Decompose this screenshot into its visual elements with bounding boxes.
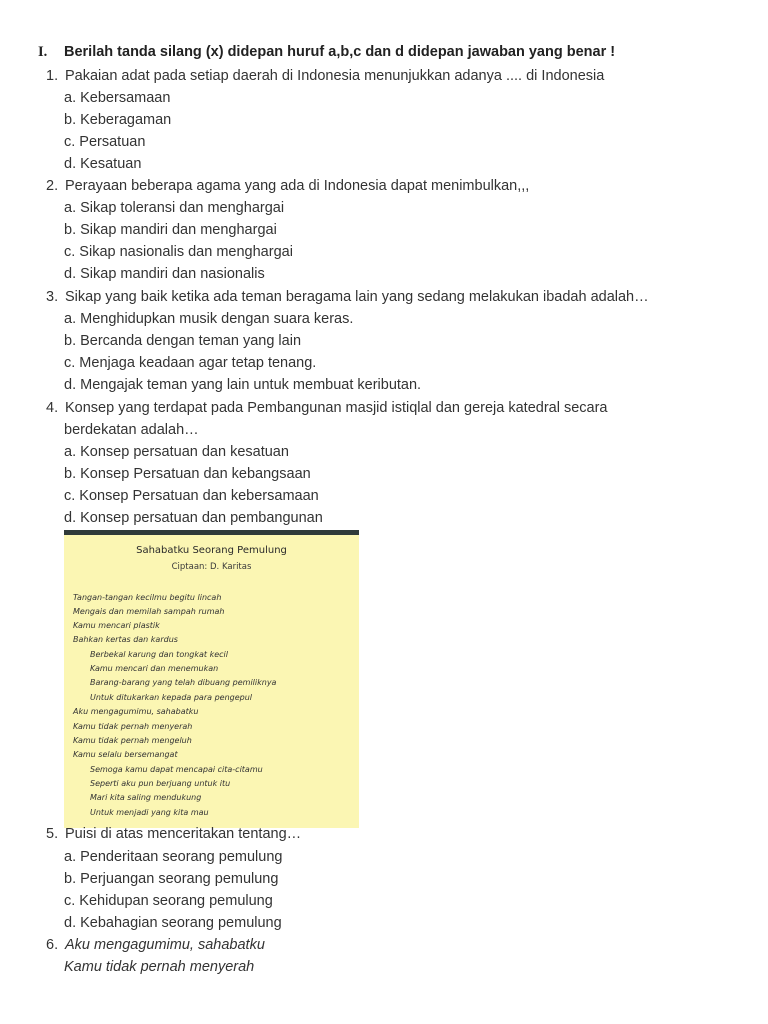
question-6-continued: Kamu tidak pernah menyerah <box>64 959 255 975</box>
poem-line: Kamu mencari dan menemukan <box>90 664 219 673</box>
question-5: 5. Puisi di atas menceritakan tentang… <box>46 826 302 842</box>
poem-line: Kamu tidak pernah mengeluh <box>73 736 192 745</box>
q5-option-c[interactable]: c. Kehidupan seorang pemulung <box>64 893 273 909</box>
q1-option-d[interactable]: d. Kesatuan <box>64 156 142 172</box>
q4-option-b[interactable]: b. Konsep Persatuan dan kebangsaan <box>64 466 311 482</box>
q5-option-b[interactable]: b. Perjuangan seorang pemulung <box>64 871 279 887</box>
poem-line: Kamu tidak pernah menyerah <box>73 722 193 731</box>
q1-option-a[interactable]: a. Kebersamaan <box>64 90 171 106</box>
q4-option-a[interactable]: a. Konsep persatuan dan kesatuan <box>64 444 289 460</box>
poem-line: Tangan-tangan kecilmu begitu lincah <box>73 593 222 602</box>
q5-option-a[interactable]: a. Penderitaan seorang pemulung <box>64 849 283 865</box>
poem-line: Mengais dan memilah sampah rumah <box>73 607 225 616</box>
poem-line: Bahkan kertas dan kardus <box>73 635 178 644</box>
poem-image <box>64 530 359 828</box>
q2-option-c[interactable]: c. Sikap nasionalis dan menghargai <box>64 244 293 260</box>
poem-line: Seperti aku pun berjuang untuk itu <box>90 779 231 788</box>
q2-option-b[interactable]: b. Sikap mandiri dan menghargai <box>64 222 277 238</box>
question-6: 6. Aku mengagumimu, sahabatku <box>46 937 265 953</box>
poem-line: Aku mengagumimu, sahabatku <box>73 707 199 716</box>
poem-line: Barang-barang yang telah dibuang pemiliknya <box>90 678 277 687</box>
q3-option-b[interactable]: b. Bercanda dengan teman yang lain <box>64 333 302 349</box>
q3-option-c[interactable]: c. Menjaga keadaan agar tetap tenang. <box>64 355 317 371</box>
q3-option-a[interactable]: a. Menghidupkan musik dengan suara keras. <box>64 311 354 327</box>
poem-line: Untuk menjadi yang kita mau <box>90 808 209 817</box>
poem-line: Kamu selalu bersemangat <box>73 750 178 759</box>
q4-option-d[interactable]: d. Konsep persatuan dan pembangunan <box>64 510 323 526</box>
q1-option-b[interactable]: b. Keberagaman <box>64 112 172 128</box>
poem-title: Sahabatku Seorang Pemulung <box>136 545 287 556</box>
q2-option-d[interactable]: d. Sikap mandiri dan nasionalis <box>64 266 265 282</box>
question-2: 2. Perayaan beberapa agama yang ada di Indonesia dapat menimbulkan,,, <box>46 178 530 194</box>
poem-line: Mari kita saling mendukung <box>90 793 202 802</box>
question-4-continued: berdekatan adalah… <box>64 422 199 438</box>
q5-option-d[interactable]: d. Kebahagian seorang pemulung <box>64 915 282 931</box>
q2-option-a[interactable]: a. Sikap toleransi dan menghargai <box>64 200 285 216</box>
question-3: 3. Sikap yang baik ketika ada teman beragama lain yang sedang melakukan ibadah adalah… <box>46 289 649 305</box>
poem-line: Berbekal karung dan tongkat kecil <box>90 650 228 659</box>
instruction-heading <box>38 44 615 61</box>
question-4: 4. Konsep yang terdapat pada Pembangunan masjid istiqlal dan gereja katedral secara <box>46 400 608 416</box>
q1-option-c[interactable]: c. Persatuan <box>64 134 146 150</box>
instruction-text: Berilah tanda silang (x) didepan huruf a,b,c dan d didepan jawaban yang benar ! <box>64 44 616 60</box>
q3-option-d[interactable]: d. Mengajak teman yang lain untuk membuat keributan. <box>64 377 422 393</box>
poem-line: Semoga kamu dapat mencapai cita-citamu <box>90 765 263 774</box>
poem-line: Kamu mencari plastik <box>73 621 160 630</box>
q4-option-c[interactable]: c. Konsep Persatuan dan kebersamaan <box>64 488 319 504</box>
question-1: 1. Pakaian adat pada setiap daerah di Indonesia menunjukkan adanya .... di Indonesia <box>46 68 605 84</box>
poem-line: Untuk ditukarkan kepada para pengepul <box>90 693 253 702</box>
section-number: I. <box>38 44 48 60</box>
poem-author: Ciptaan: D. Karitas <box>171 562 252 572</box>
